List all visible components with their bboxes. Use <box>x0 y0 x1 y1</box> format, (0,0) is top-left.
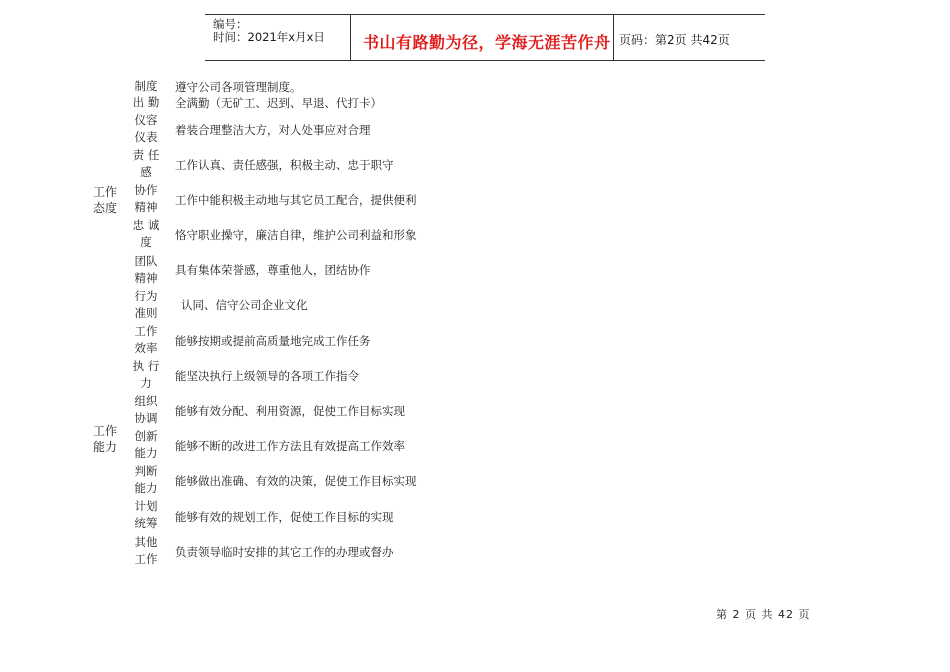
row-item-label <box>125 182 167 216</box>
document-time: 时间：2021年x月x日 <box>213 30 325 44</box>
item-line: 忠 诚 <box>132 218 160 232</box>
item-line: 责 任 <box>132 148 160 162</box>
row-description: 具有集体荣誉感，尊重他人，团结协作 <box>175 263 371 277</box>
row-description: 着装合理整洁大方，对人处事应对合理 <box>175 123 371 137</box>
item-line: 计划 <box>134 499 158 513</box>
item-line: 准则 <box>134 306 158 320</box>
item-line: 其他 <box>134 535 158 549</box>
item-line: 精神 <box>134 200 158 214</box>
row-item-label <box>125 393 167 427</box>
row-item-label <box>125 94 167 111</box>
item-line: 创新 <box>134 429 158 443</box>
item-line: 感 <box>140 165 152 179</box>
item-line: 团队 <box>134 254 158 268</box>
item-line: 协作 <box>134 183 158 197</box>
row-description: 工作中能积极主动地与其它员工配合，提供便利 <box>175 193 417 207</box>
header-slogan: 书山有路勤为径，学海无涯苦作舟 <box>363 33 611 52</box>
row-description: 能够有效的规划工作，促使工作目标的实现 <box>175 510 394 524</box>
item-line: 效率 <box>134 341 158 355</box>
item-line: 仪表 <box>134 130 158 144</box>
item-line: 判断 <box>134 464 158 478</box>
row-description: 恪守职业操守，廉洁自律，维护公司利益和形象 <box>175 228 417 242</box>
item-line: 协调 <box>134 411 158 425</box>
category-line: 工作 <box>92 185 117 199</box>
row-item-label <box>125 323 167 357</box>
row-item-label <box>125 498 167 532</box>
item-line: 度 <box>140 235 152 249</box>
row-item-label <box>125 112 167 146</box>
item-line: 执 行 <box>132 359 160 373</box>
header-bottom-rule <box>205 60 765 61</box>
row-item-label <box>125 358 167 392</box>
item-line: 精神 <box>134 271 158 285</box>
item-line: 仪容 <box>134 113 158 127</box>
category-line: 工作 <box>92 424 117 438</box>
row-description: 能够做出准确、有效的决策，促使工作目标实现 <box>175 474 417 488</box>
header-divider <box>613 14 614 60</box>
row-description: 负责领导临时安排的其它工作的办理或督办 <box>175 545 394 559</box>
category-line: 态度 <box>92 201 117 215</box>
item-line: 制度 <box>134 79 158 93</box>
row-item-label <box>125 253 167 287</box>
item-line: 能力 <box>134 446 158 460</box>
row-item-label <box>125 463 167 497</box>
row-description: 能够有效分配、利用资源，促使工作目标实现 <box>175 404 405 418</box>
item-line: 工作 <box>134 324 158 338</box>
header-divider <box>350 14 351 60</box>
row-description: 工作认真、责任感强，积极主动、忠于职守 <box>175 158 394 172</box>
row-item-label <box>125 428 167 462</box>
row-description: 能坚决执行上级领导的各项工作指令 <box>175 369 359 383</box>
header-top-rule <box>205 14 765 15</box>
item-line: 出 勤 <box>132 95 160 109</box>
item-line: 力 <box>140 376 152 390</box>
item-line: 行为 <box>134 289 158 303</box>
row-description: 能够按期或提前高质量地完成工作任务 <box>175 334 371 348</box>
header-page-number: 页码：第2页 共42页 <box>619 33 730 47</box>
row-description: 认同、信守公司企业文化 <box>181 298 308 312</box>
item-line: 统筹 <box>134 516 158 530</box>
row-description: 全满勤（无矿工、迟到、早退、代打卡） <box>175 96 382 110</box>
category-line: 能力 <box>92 440 117 454</box>
row-description: 能够不断的改进工作方法且有效提高工作效率 <box>175 439 405 453</box>
document-number-label: 编号： <box>213 17 248 31</box>
row-item-label <box>125 78 167 95</box>
row-item-label <box>125 147 167 181</box>
item-line: 组织 <box>134 394 158 408</box>
row-item-label <box>125 534 167 568</box>
item-line: 能力 <box>134 481 158 495</box>
row-item-label <box>125 217 167 251</box>
category-work-ability <box>89 423 121 455</box>
row-item-label <box>125 288 167 322</box>
category-work-attitude <box>89 184 121 216</box>
item-line: 工作 <box>134 552 158 566</box>
page-footer: 第 2 页 共 42 页 <box>716 608 811 621</box>
row-description: 遵守公司各项管理制度。 <box>175 80 302 94</box>
